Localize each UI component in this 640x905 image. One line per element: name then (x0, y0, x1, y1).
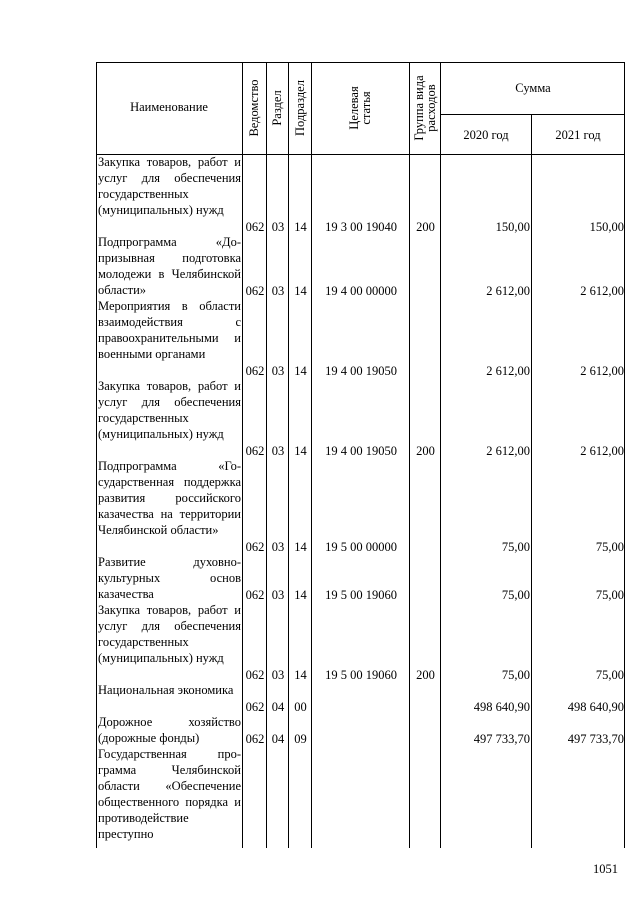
row-dept: 062 (245, 444, 265, 458)
col-border-right (624, 62, 625, 848)
row-dept: 062 (245, 540, 265, 554)
row-year2: 2 612,00 (580, 284, 624, 298)
row-subsection: 09 (294, 732, 307, 746)
row-group: 200 (416, 444, 435, 458)
row-section: 03 (271, 220, 285, 234)
row-name: Закупка товаров, работ и услуг для обеспечения государственных (муниципальных) нужд (98, 603, 241, 665)
row-dept: 062 (245, 700, 265, 714)
row-year2: 75,00 (595, 588, 624, 602)
row-dept: 062 (245, 668, 265, 682)
row-subsection: 14 (294, 444, 307, 458)
row-name: Национальная экономика (98, 683, 234, 697)
row-year1: 150,00 (495, 220, 530, 234)
row-article: 19 4 00 19050 (325, 364, 397, 378)
row-section: 03 (271, 588, 285, 602)
header-year1: 2020 год (463, 128, 509, 142)
row-year1: 498 640,90 (473, 700, 530, 714)
header-dept: Ведомство (247, 79, 261, 137)
row-year2: 2 612,00 (580, 444, 624, 458)
header-subsection: Подраздел (293, 80, 307, 136)
row-dept: 062 (245, 588, 265, 602)
row-year1: 75,00 (501, 540, 530, 554)
row-section: 03 (271, 540, 285, 554)
col-border-left (96, 62, 97, 848)
row-dept: 062 (245, 284, 265, 298)
row-section: 04 (271, 700, 285, 714)
row-name: Развитие духовно-культурных основ казачества (98, 555, 241, 601)
row-year2: 75,00 (595, 668, 624, 682)
row-dept: 062 (245, 220, 265, 234)
table-top-border (96, 62, 625, 63)
row-article: 19 4 00 19050 (325, 444, 397, 458)
row-name: Государственная программа Челябинской области «Обеспечение общественного порядка и противодействие преступно (98, 747, 241, 841)
row-year1: 75,00 (501, 588, 530, 602)
row-subsection: 14 (294, 284, 307, 298)
row-name: Мероприятия в области взаимодействия с правоохранительными и военными органами (98, 299, 241, 361)
row-group: 200 (416, 668, 435, 682)
page-number: 1051 (593, 862, 618, 876)
header-section: Раздел (270, 90, 284, 126)
row-subsection: 00 (294, 700, 307, 714)
row-subsection: 14 (294, 588, 307, 602)
header-group: Группа вида расходов (412, 75, 438, 141)
row-name: Подпрограмма «Допризывная подготовка молодежи в Челябинской области» (98, 235, 241, 297)
row-year2: 150,00 (589, 220, 624, 234)
row-group: 200 (416, 220, 435, 234)
row-subsection: 14 (294, 220, 307, 234)
row-section: 03 (271, 444, 285, 458)
row-article: 19 5 00 00000 (325, 540, 397, 554)
row-article: 19 3 00 19040 (325, 220, 397, 234)
row-subsection: 14 (294, 364, 307, 378)
row-article: 19 5 00 19060 (325, 588, 397, 602)
row-year1: 2 612,00 (486, 444, 530, 458)
header-name: Наименование (130, 100, 208, 114)
row-section: 03 (271, 364, 285, 378)
row-name: Дорожное хозяйство (дорожные фонды) (98, 715, 241, 745)
row-year2: 498 640,90 (567, 700, 624, 714)
header-article: Целевая статья (347, 86, 373, 130)
row-year1: 2 612,00 (486, 364, 530, 378)
row-year2: 497 733,70 (567, 732, 624, 746)
row-subsection: 14 (294, 668, 307, 682)
row-name: Закупка товаров, работ и услуг для обеспечения государственных (муниципальных) нужд (98, 379, 241, 441)
row-article: 19 4 00 00000 (325, 284, 397, 298)
budget-table (96, 62, 625, 848)
row-section: 04 (271, 732, 285, 746)
row-year1: 75,00 (501, 668, 530, 682)
row-section: 03 (271, 284, 285, 298)
row-year2: 75,00 (595, 540, 624, 554)
sum-header-divider (441, 114, 625, 115)
header-sum: Сумма (515, 81, 551, 95)
row-year1: 2 612,00 (486, 284, 530, 298)
row-subsection: 14 (294, 540, 307, 554)
row-dept: 062 (245, 732, 265, 746)
row-name: Подпрограмма «Государственная поддержка развития российского казачества на территории Челябинской области» (98, 459, 241, 537)
row-name: Закупка товаров, работ и услуг для обеспечения государственных (муниципальных) нужд (98, 155, 241, 217)
header-year2: 2021 год (555, 128, 601, 142)
row-dept: 062 (245, 364, 265, 378)
row-year2: 2 612,00 (580, 364, 624, 378)
row-section: 03 (271, 668, 285, 682)
row-article: 19 5 00 19060 (325, 668, 397, 682)
row-year1: 497 733,70 (473, 732, 530, 746)
